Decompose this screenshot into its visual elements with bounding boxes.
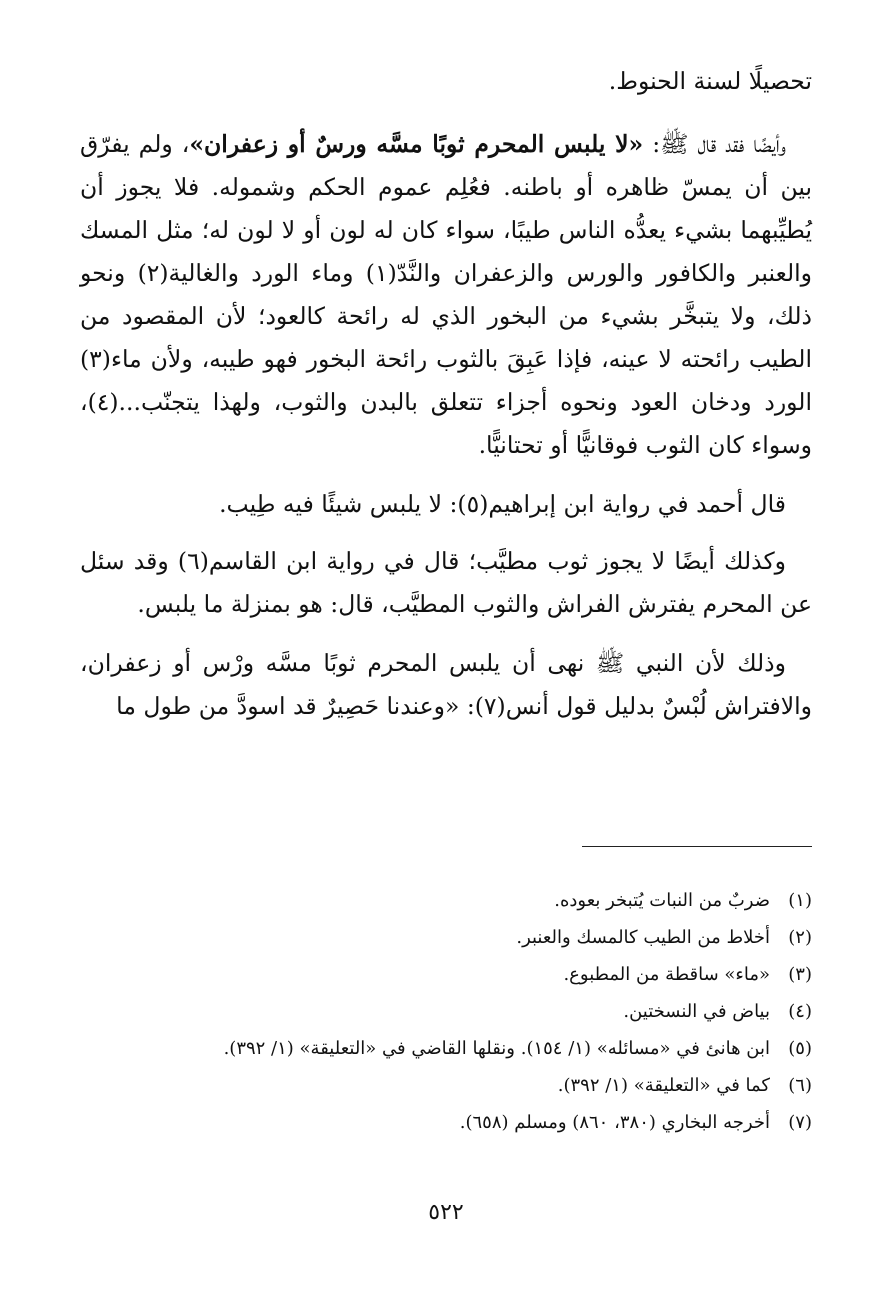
- footnote-number: (٣): [788, 964, 812, 985]
- footnote-text: «ماء» ساقطة من المطبوع.: [563, 964, 770, 985]
- main-text: [80, 60, 812, 728]
- footnotes: [80, 882, 812, 1141]
- footnote-number: (٦): [788, 1075, 812, 1096]
- paragraph-4: وذلك لأن النبي ﷺ نهى أن يلبس المحرم ثوبًا مسَّه ورْس أو زعفران، والافتراش لُبْسٌ بدليل قول أنس(٧): «وعندنا حَصِيرٌ قد اسودَّ من طول ما: [80, 649, 812, 720]
- footnote-item: [80, 882, 812, 919]
- footnote-item: [80, 1104, 812, 1141]
- footnote-number: (٥): [788, 1038, 812, 1059]
- footnote-number: (٤): [788, 1001, 812, 1022]
- footnote-text: ضربٌ من النبات يُتبخر بعوده.: [554, 890, 770, 911]
- paragraph-1-start: وأيضًا فقد قال ﷺ:: [643, 130, 786, 158]
- footnote-number: (٢): [788, 927, 812, 948]
- paragraph-continuation: تحصيلًا لسنة الحنوط.: [608, 67, 812, 95]
- footnote-item: [80, 1067, 812, 1104]
- footnote-text: أخلاط من الطيب كالمسك والعنبر.: [516, 927, 770, 948]
- hadith-quote: «لا يلبس المحرم ثوبًا مسَّه ورسٌ أو زعفران»: [189, 130, 644, 158]
- footnote-text: كما في «التعليقة» (١/ ٣٩٢).: [557, 1075, 770, 1096]
- footnote-item: [80, 993, 812, 1030]
- footnote-text: بياض في النسختين.: [623, 1001, 770, 1022]
- footnote-text: ابن هانئ في «مسائله» (١/ ١٥٤). ونقلها القاضي في «التعليقة» (١/ ٣٩٢).: [223, 1038, 770, 1059]
- footnote-divider: [582, 846, 812, 847]
- paragraph-1-rest: ، ولم يفرّق بين أن يمسّ ظاهره أو باطنه. فعُلِم عموم الحكم وشموله. فلا يجوز أن يُطيِّبهما بشيء يعدُّه الناس طيبًا، سواء كان له لون أو لا لون له؛ مثل المسك والعنبر والكافور والورس والزعفران والنَّدّ(١) وماء الورد والغالية(٢) ونحو ذلك، ولا يتبخَّر بشيء من البخور الذي له رائحة كالعود؛ لأن المقصود من الطيب رائحته لا عينه، فإذا عَبِقَ بالثوب رائحة البخور فهو طيبه، ولأن ماء(٣) الورد ودخان العود ونحوه أجزاء تتعلق بالبدن والثوب، ولهذا يتجنّب...(٤)، وسواء كان الثوب فوقانيًّا أو تحتانيًّا.: [80, 130, 812, 459]
- footnote-number: (١): [788, 890, 812, 911]
- page-number: ٥٢٢: [428, 1200, 464, 1225]
- paragraph-1: [80, 123, 812, 467]
- footnote-item: [80, 1030, 812, 1067]
- paragraph-3: وكذلك أيضًا لا يجوز ثوب مطيَّب؛ قال في رواية ابن القاسم(٦) وقد سئل عن المحرم يفترش الفراش والثوب المطيَّب، قال: هو بمنزلة ما يلبس.: [80, 547, 812, 618]
- footnote-item: [80, 919, 812, 956]
- footnote-number: (٧): [788, 1112, 812, 1133]
- book-page: [80, 60, 812, 1290]
- footnote-text: أخرجه البخاري (٣٨٠، ٨٦٠) ومسلم (٦٥٨).: [459, 1112, 770, 1133]
- paragraph-2: قال أحمد في رواية ابن إبراهيم(٥): لا يلبس شيئًا فيه طِيب.: [219, 490, 786, 518]
- footnote-item: [80, 956, 812, 993]
